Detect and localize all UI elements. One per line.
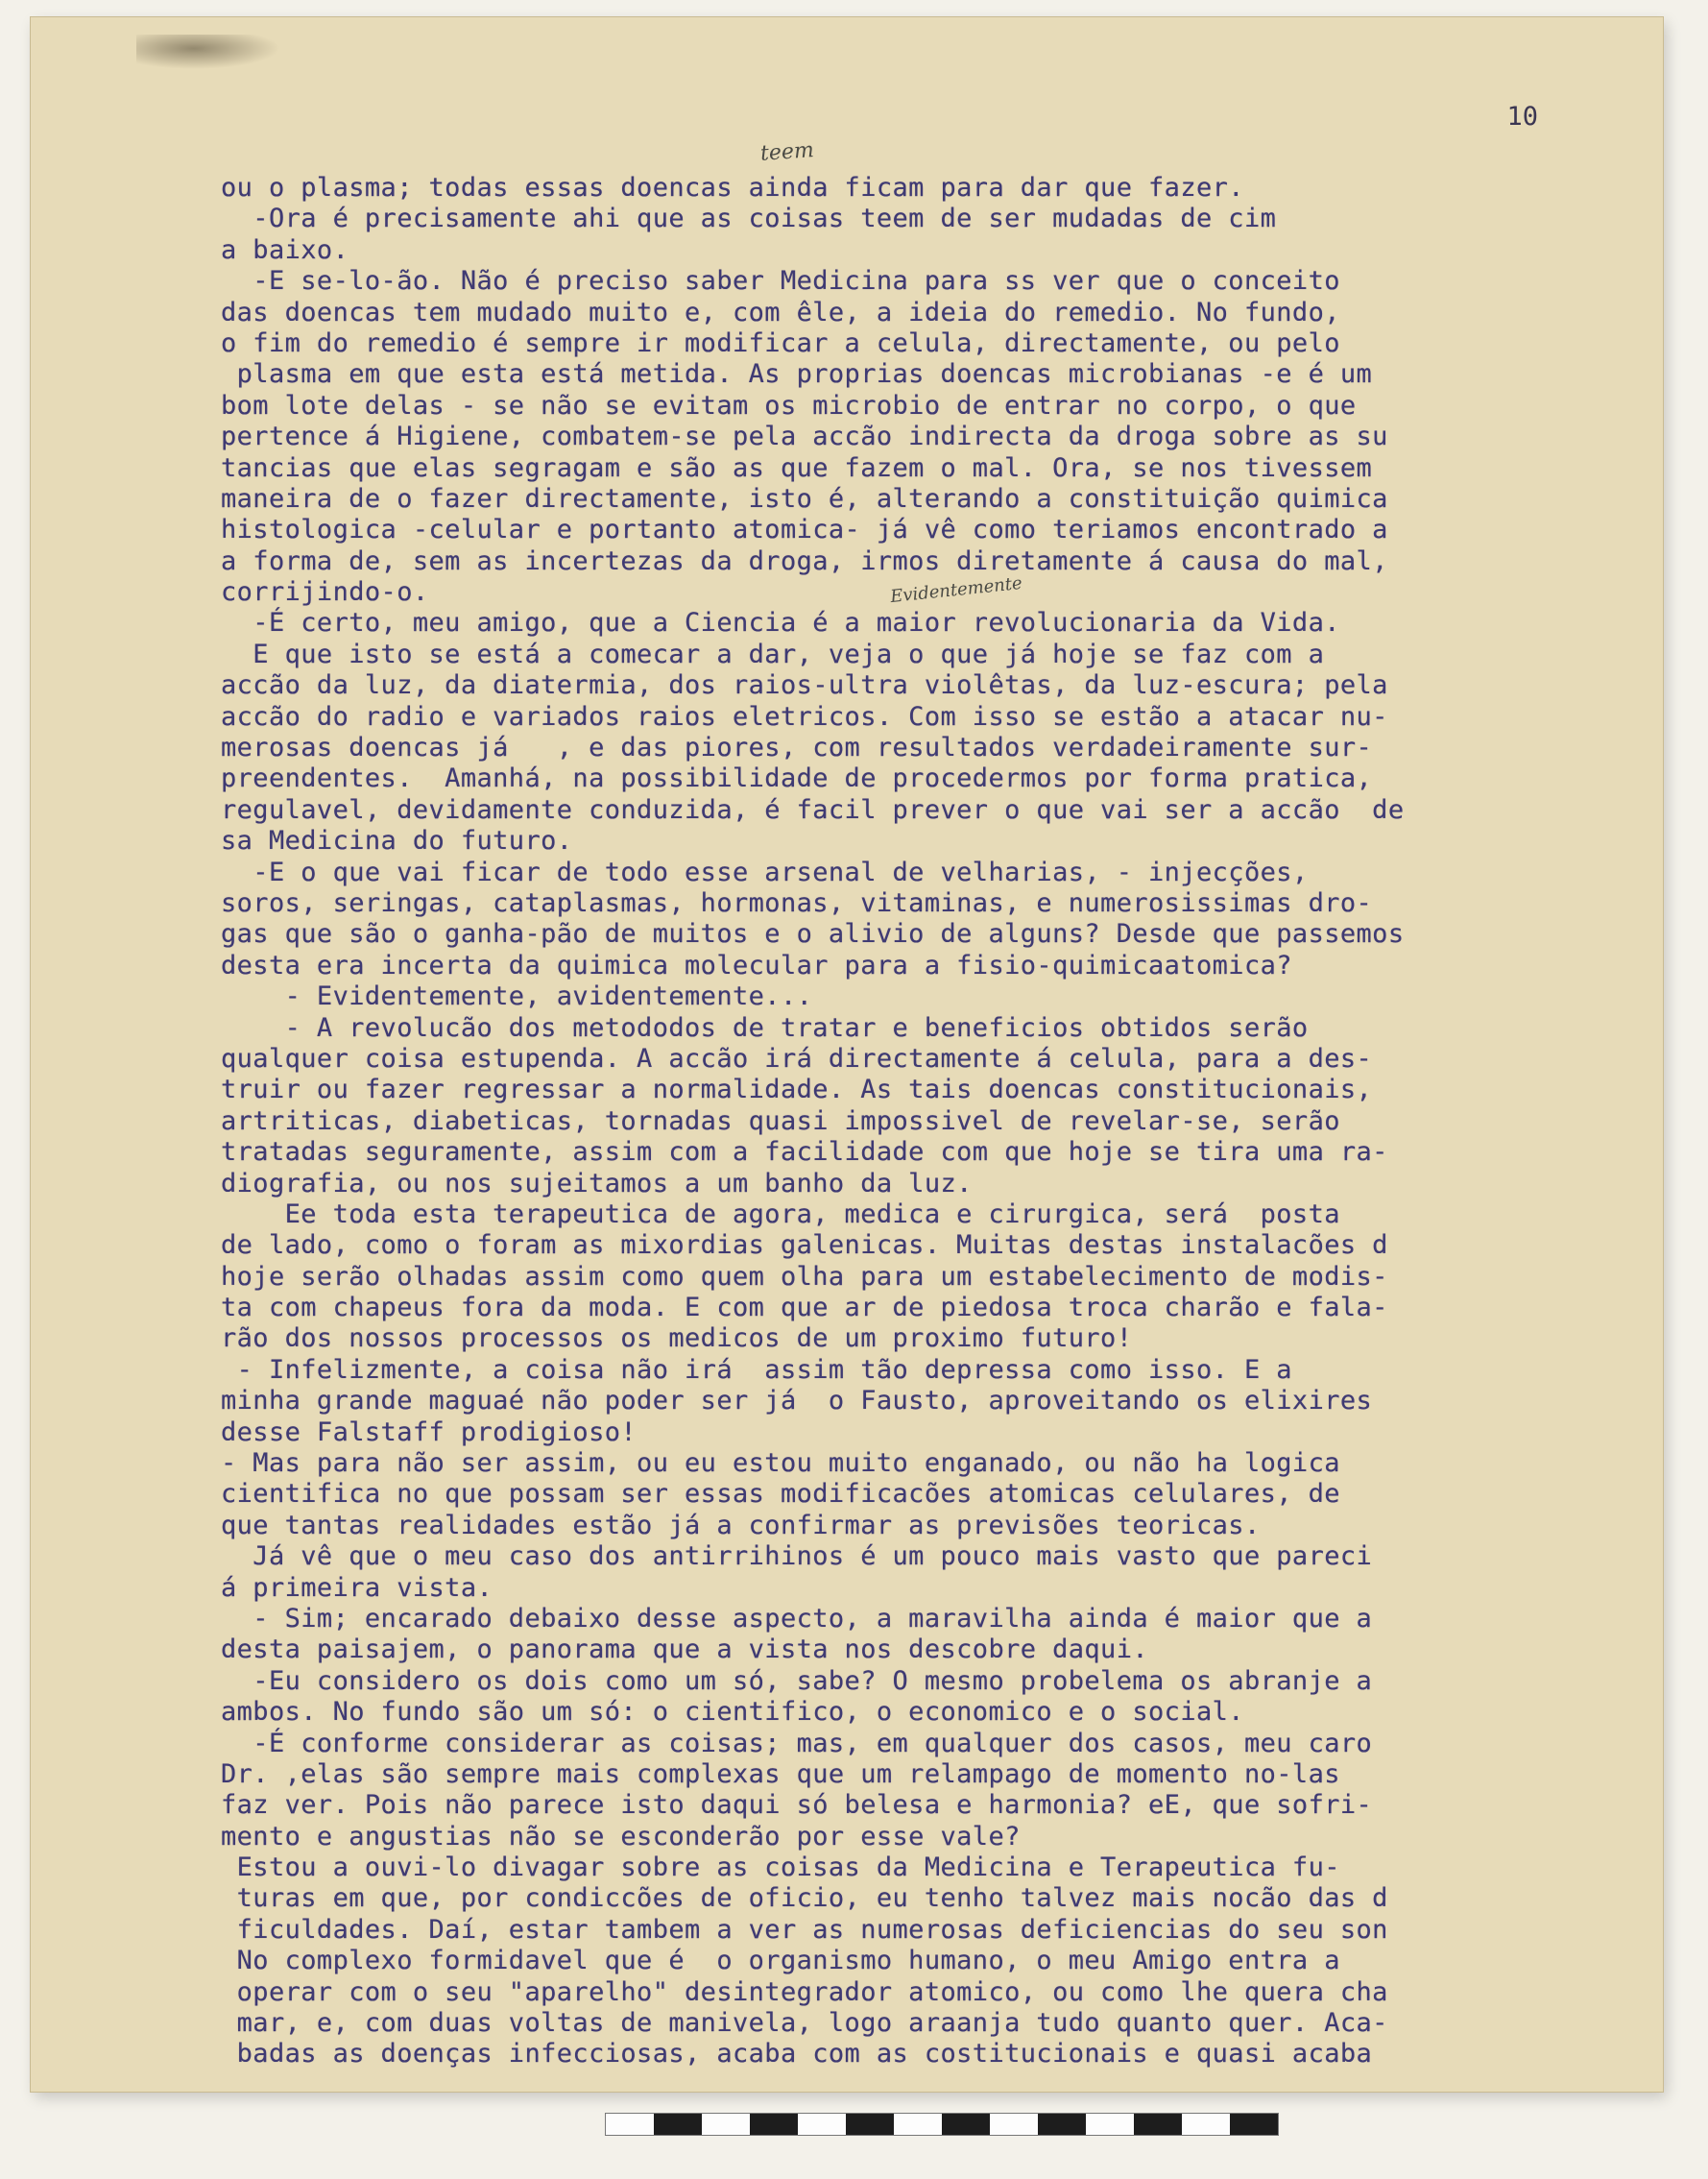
text-line: -É conforme considerar as coisas; mas, em qualquer dos casos, meu caro (221, 1728, 1373, 1758)
text-line: pertence á Higiene, combatem-se pela accão indirecta da droga sobre as su (221, 422, 1388, 452)
text-line: soros, seringas, cataplasmas, hormonas, vitaminas, e numerosissimas dro- (221, 887, 1373, 918)
paper-stain (136, 35, 280, 69)
text-line: tancias que elas segragam e são as que fazem o mal. Ora, se nos tivessem (221, 452, 1373, 483)
text-line: Estou a ouvi-lo divagar sobre as coisas da Medicina e Terapeutica fu- (221, 1852, 1340, 1883)
text-line: desse Falstaff prodigioso! (221, 1416, 637, 1447)
text-line: minha grande maguaé não poder ser já o Fausto, aproveitando os elixires (221, 1386, 1373, 1416)
text-line: ambos. No fundo são um só: o cientifico, o economico e o social. (221, 1697, 1244, 1728)
text-line: Já vê que o meu caso dos antirrihinos é um pouco mais vasto que pareci (221, 1541, 1373, 1572)
text-line: desta era incerta da quimica molecular para a fisio-quimicaatomica? (221, 950, 1292, 981)
text-line: ficuldades. Daí, estar tambem a ver as numerosas deficiencias do seu son (221, 1914, 1388, 1945)
text-line: que tantas realidades estão já a confirmar as previsões teoricas. (221, 1510, 1261, 1540)
text-line: E que isto se está a comecar a dar, veja o que já hoje se faz com a (221, 639, 1325, 669)
text-line: operar com o seu "aparelho" desintegrador atomico, ou como lhe quera cha (221, 1976, 1388, 2007)
text-line: -E o que vai ficar de todo esse arsenal de velharias, - injecções, (221, 857, 1309, 887)
text-line: -E se-lo-ão. Não é preciso saber Medicina para ss ver que o conceito (221, 266, 1340, 297)
handwritten-correction: teem (759, 138, 815, 166)
text-line: ou o plasma; todas essas doencas ainda ficam para dar que fazer. (221, 173, 1244, 203)
text-line: accão do radio e variados raios eletricos. Com isso se estão a atacar nu- (221, 701, 1388, 732)
text-line: merosas doencas já , e das piores, com resultados verdadeiramente sur- (221, 733, 1373, 763)
text-line: - Mas para não ser assim, ou eu estou muito enganado, ou não ha logica (221, 1448, 1340, 1479)
text-line: diografia, ou nos sujeitamos a um banho da luz. (221, 1168, 973, 1198)
text-line: rão dos nossos processos os medicos de um proximo futuro! (221, 1323, 1133, 1354)
text-line: sa Medicina do futuro. (221, 826, 573, 857)
text-line: hoje serão olhadas assim como quem olha para um estabelecimento de modis- (221, 1261, 1388, 1292)
text-line: No complexo formidavel que é o organismo humano, o meu Amigo entra a (221, 1946, 1340, 1976)
document-page (31, 17, 1663, 2092)
text-line: o fim do remedio é sempre ir modificar a celula, directamente, ou pelo (221, 327, 1340, 358)
text-line: mento e angustias não se esconderão por esse vale? (221, 1821, 1021, 1852)
text-line: - A revolucão dos metododos de tratar e beneficios obtidos serão (221, 1012, 1309, 1043)
text-line: regulavel, devidamente conduzida, é facil prever o que vai ser a accão de (221, 794, 1405, 825)
text-line: qualquer coisa estupenda. A accão irá directamente á celula, para a des- (221, 1043, 1373, 1074)
text-line: artriticas, diabeticas, tornadas quasi impossivel de revelar-se, serão (221, 1105, 1340, 1136)
handwritten-annotation: Evidentemente (889, 572, 1023, 608)
text-line: á primeira vista. (221, 1572, 493, 1603)
text-line: - Sim; encarado debaixo desse aspecto, a maravilha ainda é maior que a (221, 1603, 1373, 1634)
text-line: - Infelizmente, a coisa não irá assim tão depressa como isso. E a (221, 1354, 1292, 1385)
text-line: plasma em que esta está metida. As proprias doencas microbianas -e é um (221, 359, 1373, 390)
typed-text-body (221, 173, 1632, 2070)
text-line: a baixo. (221, 234, 349, 265)
text-line: bom lote delas - se não se evitam os microbio de entrar no corpo, o que (221, 390, 1357, 421)
text-line: truir ou fazer regressar a normalidade. As tais doencas constitucionais, (221, 1075, 1373, 1105)
text-line: cientifica no que possam ser essas modificacões atomicas celulares, de (221, 1479, 1340, 1510)
text-line: ta com chapeus fora da moda. E com que ar de piedosa troca charão e fala- (221, 1293, 1388, 1323)
page-number: 10 (1506, 102, 1538, 132)
text-line: accão da luz, da diatermia, dos raios-ultra violêtas, da luz-escura; pela (221, 670, 1388, 701)
text-line: maneira de o fazer directamente, isto é, alterando a constituição quimica (221, 483, 1388, 514)
text-line: Dr. ,elas são sempre mais complexas que um relampago de momento no-las (221, 1758, 1340, 1789)
text-line: tratadas seguramente, assim com a facilidade com que hoje se tira uma ra- (221, 1137, 1388, 1168)
text-line: badas as doenças infecciosas, acaba com as costitucionais e quasi acaba (221, 2039, 1373, 2070)
text-line: -Ora é precisamente ahi que as coisas teem de ser mudadas de cim (221, 204, 1277, 234)
text-line: -Eu considero os dois como um só, sabe? O mesmo probelema os abranje a (221, 1665, 1373, 1696)
text-line: -É certo, meu amigo, que a Ciencia é a maior revolucionaria da Vida. (221, 608, 1340, 639)
text-line: gas que são o ganha-pão de muitos e o alivio de alguns? Desde que passemos (221, 919, 1405, 950)
text-line: - Evidentemente, avidentemente... (221, 981, 813, 1012)
text-line: de lado, como o foram as mixordias galenicas. Muitas destas instalacões d (221, 1230, 1388, 1261)
scale-ruler (605, 2113, 1279, 2136)
text-line: turas em que, por condiccões de oficio, eu tenho talvez mais nocão das d (221, 1883, 1388, 1914)
text-line: corrijindo-o. (221, 577, 429, 608)
text-line: histologica -celular e portanto atomica- já vê como teriamos encontrado a (221, 515, 1388, 545)
text-line: preendentes. Amanhá, na possibilidade de procedermos por forma pratica, (221, 763, 1373, 794)
text-line: mar, e, com duas voltas de manivela, logo araanja tudo quanto quer. Aca- (221, 2008, 1388, 2039)
text-line: faz ver. Pois não parece isto daqui só belesa e harmonia? eE, que sofri- (221, 1790, 1373, 1821)
text-line: desta paisajem, o panorama que a vista nos descobre daqui. (221, 1634, 1149, 1665)
text-line: Ee toda esta terapeutica de agora, medica e cirurgica, será posta (221, 1198, 1340, 1229)
text-line: a forma de, sem as incertezas da droga, irmos diretamente á causa do mal, (221, 545, 1388, 576)
text-line: das doencas tem mudado muito e, com êle, a ideia do remedio. No fundo, (221, 297, 1340, 327)
